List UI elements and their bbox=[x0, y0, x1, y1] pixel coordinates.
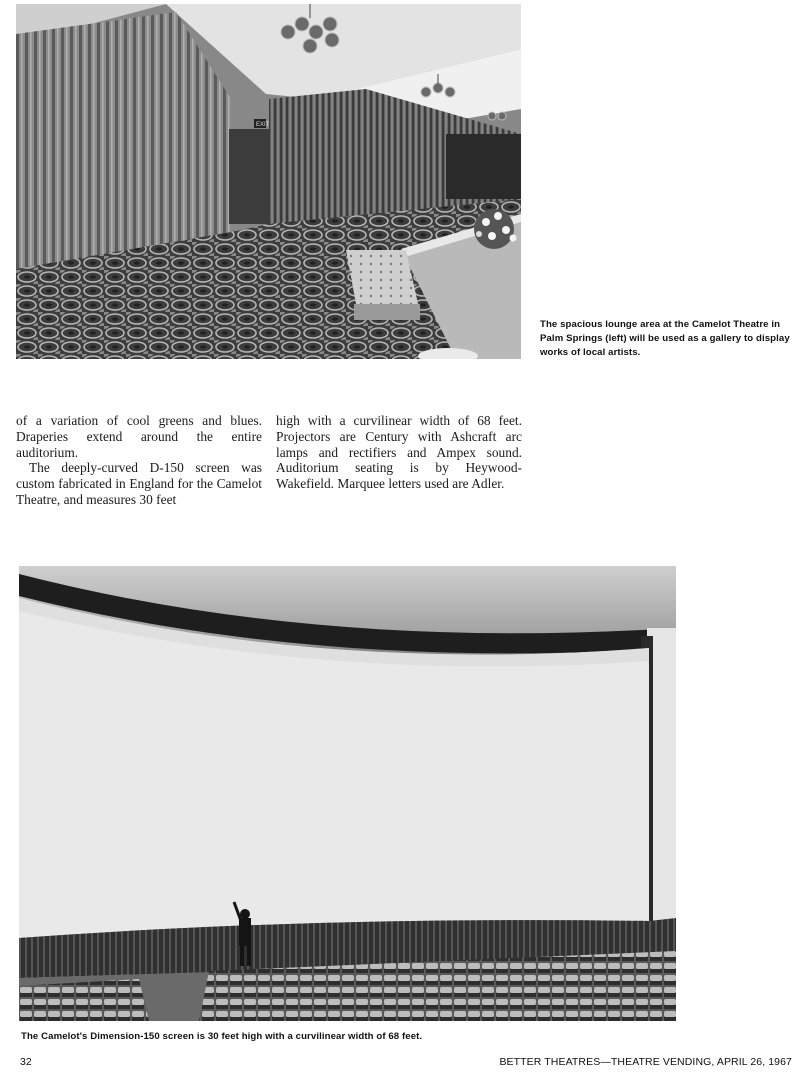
screen-photo bbox=[19, 566, 676, 1021]
lounge-photo-image bbox=[16, 4, 521, 359]
screen-photo-image bbox=[19, 566, 676, 1021]
lounge-photo bbox=[16, 4, 521, 359]
exit-sign: EXIT bbox=[256, 122, 270, 128]
article-column-right bbox=[276, 413, 522, 492]
article-paragraph: of a variation of cool greens and blues. Draperies extend around the entire auditorium. bbox=[16, 413, 262, 460]
article-paragraph: high with a curvilinear width of 68 feet. Projectors are Century with Ashcraft arc lamps and rectifiers and Ampex sound. Auditorium seating is by Heywood-Wakefield. Marquee letters used are Adler. bbox=[276, 413, 522, 492]
publication-footer: BETTER THEATRES—THEATRE VENDING, APRIL 26, 1967 bbox=[499, 1056, 792, 1068]
screen-photo-caption: The Camelot's Dimension-150 screen is 30 feet high with a curvilinear width of 68 feet. bbox=[21, 1031, 423, 1042]
lounge-photo-caption: The spacious lounge area at the Camelot Theatre in Palm Springs (left) will be used as a gallery to display works of local artists. bbox=[540, 319, 790, 358]
article-paragraph: The deeply-curved D-150 screen was custom fabricated in England for the Camelot Theatre, and measures 30 feet bbox=[16, 460, 262, 507]
article-column-left bbox=[16, 413, 262, 508]
page-number: 32 bbox=[20, 1056, 32, 1068]
